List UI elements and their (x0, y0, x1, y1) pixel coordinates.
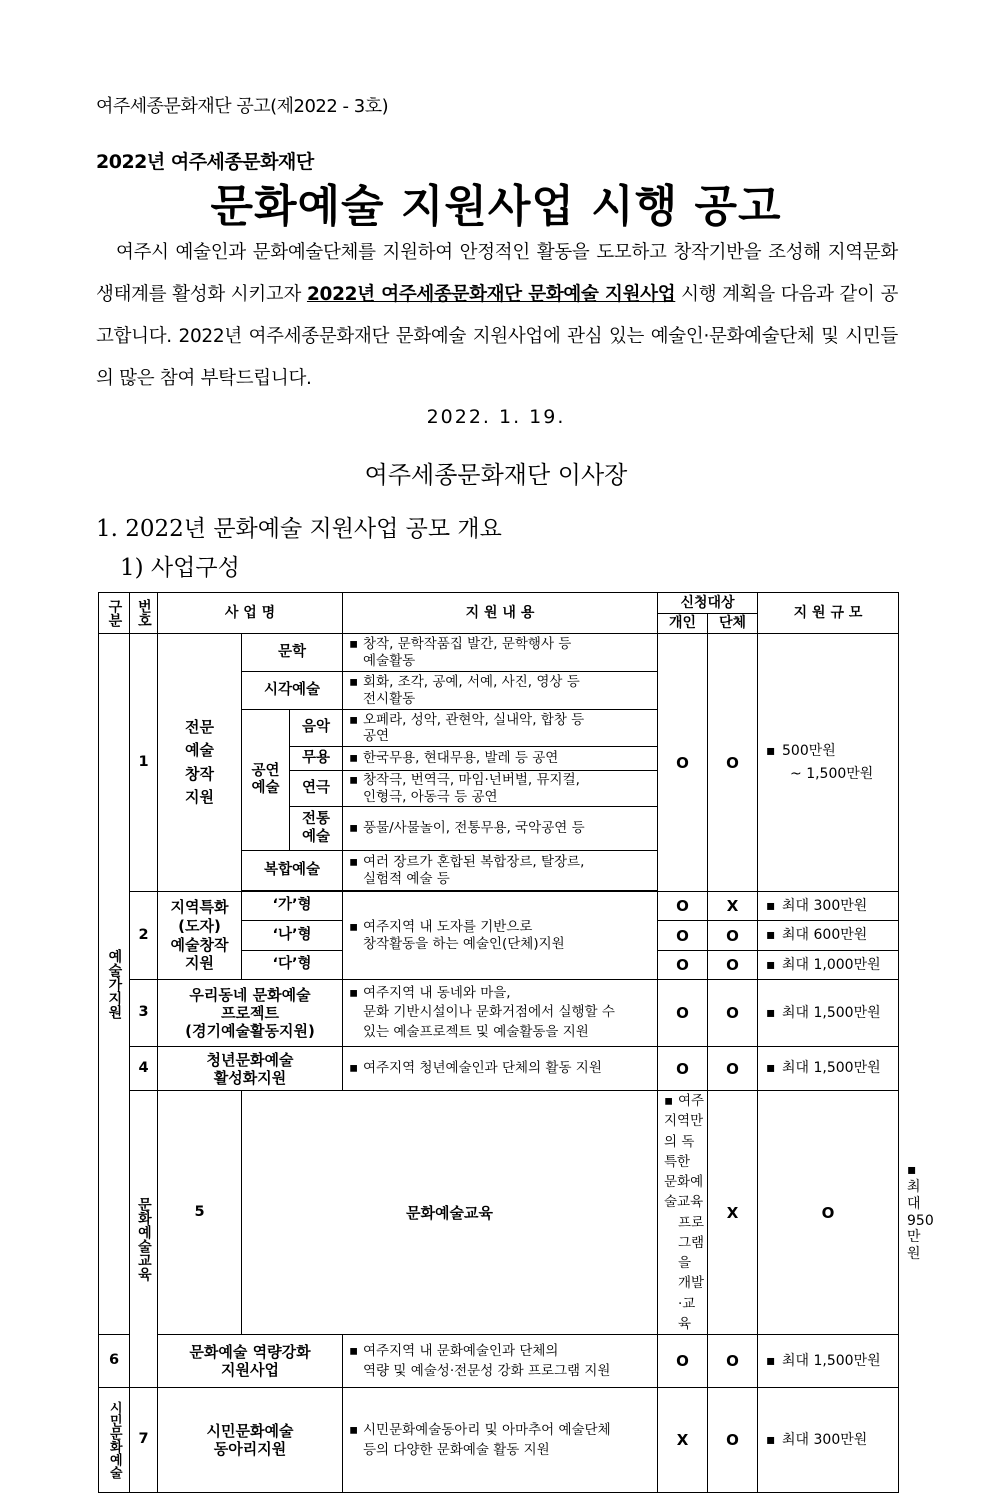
header-number: 번호 (130, 593, 158, 634)
table-row (99, 980, 899, 1047)
table-row (99, 1335, 899, 1388)
row6-name: 문화예술 역량강화 지원사업 (158, 1335, 343, 1388)
music-desc: ▪ 오페라, 성악, 관현악, 실내악, 합창 등 공연 (343, 710, 658, 747)
page-title: 문화예술 지원사업 시행 공고 (210, 181, 782, 232)
genre-performing: 공연 예술 (242, 710, 290, 851)
header-group: 단체 (708, 614, 758, 634)
type-a-individual: O (658, 892, 708, 921)
row5-number: 5 (158, 1091, 242, 1335)
header-individual: 개인 (658, 614, 708, 634)
notice-number: 여주세종문화재단 공고(제2022 - 3호) (96, 96, 389, 117)
type-b-group: O (708, 921, 758, 951)
table-row (99, 1047, 899, 1091)
genre-literature: 문학 (242, 634, 343, 672)
intro-emphasis: 2022년 여주세종문화재단 문화예술 지원사업 (306, 284, 676, 305)
row3-group: O (708, 980, 758, 1047)
intro-part2: 시행 계획을 다음과 같이 공고합니다. 2022년 여주세종문화재단 문화예술 지원사업에 관심 있는 예술인·문화예술단체 및 시민들의 많은 참여 부탁드립니다. (96, 284, 899, 389)
row1-scale: ▪ 500만원 ~ 1,500만원 (758, 634, 899, 892)
row5-name: 문화예술교육 (242, 1091, 658, 1335)
genre-traditional: 전통 예술 (290, 807, 343, 851)
row4-name: 청년문화예술 활성화지원 (158, 1047, 343, 1091)
subtitle: 2022년 여주세종문화재단 (96, 151, 314, 173)
row1-number: 1 (130, 634, 158, 892)
row7-individual: X (658, 1388, 708, 1493)
table-row (99, 892, 899, 921)
intro-part1: 여주시 예술인과 문화예술단체를 지원하여 안정적인 활동을 도모하고 창작기반을 조성해 지역문화생태계를 활성화 시키고자 (96, 242, 898, 305)
row1-individual: O (658, 634, 708, 892)
row6-scale: ▪ 최대 1,500만원 (758, 1335, 899, 1388)
row7-scale: ▪ 최대 300만원 (758, 1388, 899, 1493)
type-b-scale: ▪ 최대 600만원 (758, 921, 899, 951)
row3-name: 우리동네 문화예술 프로젝트 (경기예술활동지원) (158, 980, 343, 1047)
visual-desc: ▪ 회화, 조각, 공예, 서예, 사진, 영상 등 전시활동 (343, 672, 658, 710)
type-c-group: O (708, 951, 758, 980)
row5-desc: ▪ 여주지역만의 독특한 문화예술교육 프로그램을 개발·교육 (658, 1091, 708, 1335)
row7-name: 시민문화예술 동아리지원 (158, 1388, 343, 1493)
header-content: 지 원 내 용 (343, 593, 658, 634)
type-c: ‘다’형 (242, 951, 343, 980)
row2-desc: ▪ 여주지역 내 도자를 기반으로 창작활동을 하는 예술인(단체)지원 (343, 892, 658, 980)
theater-desc: ▪ 창작극, 번역극, 마임·넌버벌, 뮤지컬, 인형극, 아동극 등 공연 (343, 771, 658, 807)
row3-individual: O (658, 980, 708, 1047)
row5-individual: X (708, 1091, 758, 1335)
row4-individual: O (658, 1047, 708, 1091)
row5-group: O (758, 1091, 899, 1335)
dance-desc: ▪ 한국무용, 현대무용, 발레 등 공연 (343, 747, 658, 771)
header-scale: 지 원 규 모 (758, 593, 899, 634)
row2-name: 지역특화 (도자) 예술창작 지원 (158, 892, 242, 980)
section-heading: 1. 2022년 문화예술 지원사업 공모 개요 (96, 516, 502, 542)
row4-group: O (708, 1047, 758, 1091)
row7-number: 7 (130, 1388, 158, 1493)
row3-desc: ▪ 여주지역 내 동네와 마을, 문화 기반시설이나 문화거점에서 실행할 수 있는 예술프로젝트 및 예술활동을 지원 (343, 980, 658, 1047)
row1-name: 전문 예술 창작 지원 (158, 634, 242, 892)
type-a: ‘가’형 (242, 892, 343, 921)
row7-group: O (708, 1388, 758, 1493)
row4-number: 4 (130, 1047, 158, 1091)
intro-paragraph (96, 232, 898, 400)
composite-desc: ▪ 여러 장르가 혼합된 복합장르, 탈장르, 실험적 예술 등 (343, 851, 658, 891)
row2-number: 2 (130, 892, 158, 980)
type-b: ‘나’형 (242, 921, 343, 951)
type-c-individual: O (658, 951, 708, 980)
type-a-scale: ▪ 최대 300만원 (758, 892, 899, 921)
type-b-individual: O (658, 921, 708, 951)
type-c-scale: ▪ 최대 1,000만원 (758, 951, 899, 980)
row4-scale: ▪ 최대 1,500만원 (758, 1047, 899, 1091)
signer: 여주세종문화재단 이사장 (364, 461, 628, 489)
genre-theater: 연극 (290, 771, 343, 807)
row1-group: O (708, 634, 758, 892)
notice-date: 2022. 1. 19. (426, 406, 566, 428)
row4-desc: ▪ 여주지역 청년예술인과 단체의 활동 지원 (343, 1047, 658, 1091)
row6-group: O (708, 1335, 758, 1388)
sub-section-heading: 1) 사업구성 (120, 555, 240, 581)
traditional-desc: ▪ 풍물/사물놀이, 전통무용, 국악공연 등 (343, 807, 658, 851)
header-category: 구분 (99, 593, 130, 634)
header-project: 사 업 명 (158, 593, 343, 634)
table-row: 문화예술교육 5 문화예술교육 ▪ 여주지역만의 독특한 문화예술교육 프로그램을 개발·교육 X O ▪최대 950만원 (99, 1091, 899, 1335)
genre-dance: 무용 (290, 747, 343, 771)
category-artist-support: 예술가지원 (99, 634, 130, 1335)
table-row (99, 634, 899, 672)
program-table (98, 592, 934, 1493)
genre-visual: 시각예술 (242, 672, 343, 710)
row3-number: 3 (130, 980, 158, 1047)
category-citizen-culture: 시민문화예술 (99, 1388, 130, 1493)
genre-music: 음악 (290, 710, 343, 747)
row6-number: 6 (99, 1335, 130, 1388)
category-arts-education: 문화예술교육 (130, 1091, 158, 1388)
literature-desc: ▪ 창작, 문학작품집 발간, 문학행사 등 예술활동 (343, 634, 658, 672)
row6-individual: O (658, 1335, 708, 1388)
header-target: 신청대상 (658, 593, 758, 614)
table-row (99, 1388, 899, 1493)
row6-desc: ▪ 여주지역 내 문화예술인과 단체의 역량 및 예술성·전문성 강화 프로그램 지원 (343, 1335, 658, 1388)
row3-scale: ▪ 최대 1,500만원 (758, 980, 899, 1047)
genre-composite: 복합예술 (242, 851, 343, 891)
type-a-group: X (708, 892, 758, 921)
row7-desc: ▪ 시민문화예술동아리 및 아마추어 예술단체 등의 다양한 문화예술 활동 지원 (343, 1388, 658, 1493)
